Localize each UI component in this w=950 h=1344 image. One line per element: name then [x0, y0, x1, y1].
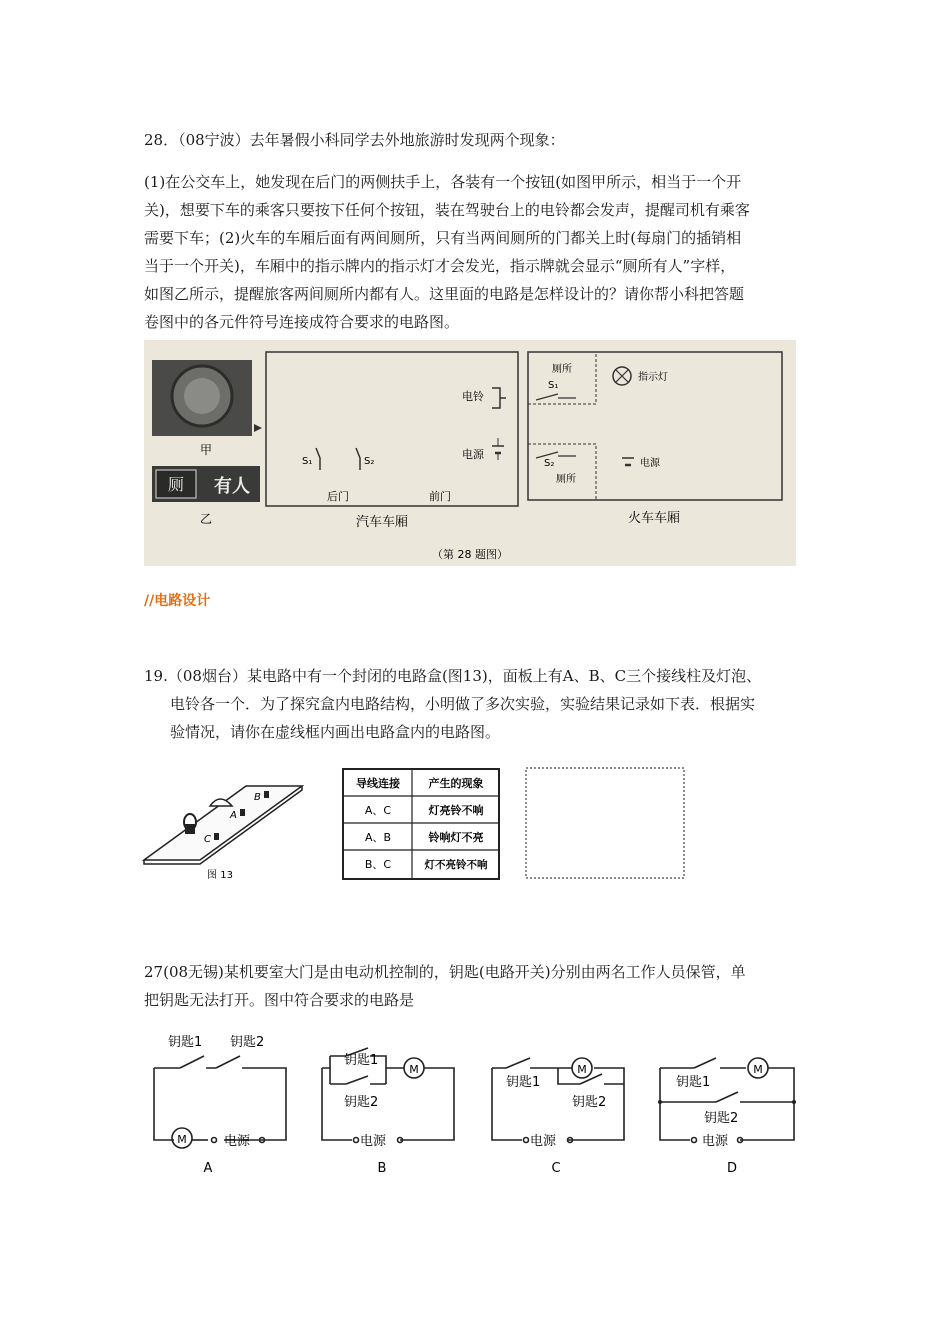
sign-text: 有人 [214, 476, 250, 497]
q19-table [342, 768, 500, 880]
circuit-d-motor-label: M [753, 1063, 763, 1076]
table-cell: A、B [364, 831, 392, 844]
bus-power-label: 电源 [462, 448, 484, 461]
train-s1-label: S₁ [548, 380, 559, 391]
q28-line: 如图乙所示，提醒旅客两间厕所内都有人。这里面的电路是怎样设计的？请你帮小科把答题 [144, 285, 745, 303]
circuit-a-switches [180, 1056, 240, 1068]
q28-line: (1)在公交车上，她发现在后门的两侧扶手上，各装有一个按钮(如图甲所示，相当于一个开 [144, 173, 742, 191]
table-cell: 灯亮铃不响 [428, 804, 484, 817]
circuit-box-panel [144, 786, 302, 860]
q28-figure [144, 340, 796, 566]
back-door-label: 后门 [327, 490, 349, 503]
q28-line: 关)，想要下车的乘客只要按下任何个按钮，装在驾驶台上的电铃都会发声，提醒司机有乘客 [144, 201, 750, 219]
q28-body [144, 168, 806, 336]
table-cell: B、C [364, 858, 392, 871]
circuit-c-key2: 钥匙2 [572, 1095, 607, 1110]
table-header: 导线连接 [356, 777, 400, 790]
q28-line: 需要下车；(2)火车的车厢后面有两间厕所，只有当两间厕所的门都关上时(每扇门的插销相 [144, 229, 742, 247]
train-s2-label: S₂ [544, 458, 555, 469]
table-cell: A、C [364, 804, 392, 817]
terminal-c-label: C [204, 834, 211, 845]
s1-label: S₁ [302, 456, 313, 467]
section-tag: //电路设计 [144, 593, 211, 609]
s2-label: S₂ [364, 456, 375, 467]
circuit-d-key2: 钥匙2 [704, 1111, 739, 1126]
circuit-b-motor-label: M [409, 1063, 419, 1076]
circuit-c-key1: 钥匙1 [506, 1075, 541, 1090]
q19-line: 验情况，请你在虚线框内画出电路盒内的电路图。 [170, 723, 501, 741]
train-label: 火车车厢 [627, 511, 681, 526]
q28-line: 当于一个开关)，车厢中的指示牌内的指示灯才会发光，指示牌就会显示“厕所有人”字样， [144, 257, 736, 275]
circuit-c-motor-label: M [577, 1063, 587, 1076]
circuit-c-switch1 [492, 1058, 550, 1068]
option-a: A [203, 1161, 213, 1176]
circuit-a-key2: 钥匙2 [230, 1035, 265, 1050]
circuit-d-key1: 钥匙1 [676, 1075, 711, 1090]
circuit-d-power: 电源 [702, 1134, 729, 1149]
toilet2-label: 厕所 [556, 474, 576, 485]
train-power-label: 电源 [640, 458, 660, 469]
q19-body [144, 662, 806, 746]
circuit-d-switch1 [694, 1058, 716, 1068]
terminal-b-label: B [254, 792, 261, 803]
table-cell: 铃响灯不亮 [428, 831, 484, 844]
toilet1-label: 厕所 [552, 364, 572, 375]
terminal-c [214, 833, 219, 840]
option-d: D [726, 1161, 738, 1176]
option-b: B [377, 1161, 387, 1176]
circuit-b-key2: 钥匙2 [344, 1095, 379, 1110]
circuit-a-power: 电源 [224, 1134, 251, 1149]
q19-line: 电铃各一个．为了探究盒内电路结构，小明做了多次实验，实验结果记录如下表．根据实 [170, 695, 756, 713]
q28-title: 28．（08宁波）去年暑假小科同学去外地旅游时发现两个现象： [144, 131, 565, 149]
circuit-d-switch2 [660, 1092, 794, 1102]
bus-label: 汽车车厢 [355, 515, 409, 530]
q28-line: 卷图中的各元件符号连接成符合要求的电路图。 [144, 313, 460, 331]
circuit-box-figure [140, 764, 310, 882]
figure-caption: （第 28 题图） [432, 548, 508, 561]
circuit-a-wire [154, 1068, 286, 1140]
option-c: C [551, 1161, 561, 1176]
figure-label-jia: 甲 [199, 443, 213, 457]
circuit-a-motor-label: M [177, 1133, 187, 1146]
circuit-b-wire [322, 1068, 454, 1140]
answer-box[interactable] [524, 766, 686, 880]
terminal-a-label: A [230, 810, 237, 821]
circuit-b-power: 电源 [360, 1134, 387, 1149]
lamp-label: 指示灯 [638, 372, 668, 383]
q27-line: 把钥匙无法打开。图中符合要求的电路是 [144, 991, 415, 1009]
bell-label: 电铃 [462, 390, 484, 403]
fig13-caption: 图 13 [207, 870, 233, 881]
figure-label-yi: 乙 [199, 512, 213, 526]
circuit-a-key1: 钥匙1 [168, 1035, 203, 1050]
terminal-a [240, 809, 245, 816]
sign-icon-text: 厕 [167, 475, 185, 494]
q27-circuits [146, 1024, 810, 1180]
q27-line: 27(08无锡)某机要室大门是由电动机控制的，钥匙(电路开关)分别由两名工作人员保管，单 [144, 963, 746, 981]
circuit-b-key1: 钥匙1 [344, 1053, 379, 1068]
front-door-label: 前门 [429, 490, 451, 503]
q27-body [144, 958, 806, 1014]
circuit-c-power: 电源 [530, 1134, 557, 1149]
table-header: 产生的现象 [428, 777, 484, 790]
terminal-b [264, 791, 269, 798]
table-cell: 灯不亮铃不响 [424, 859, 488, 871]
q19-line: 19.（08烟台）某电路中有一个封闭的电路盒(图13)，面板上有A、B、C三个接线柱及灯泡、 [144, 667, 762, 685]
